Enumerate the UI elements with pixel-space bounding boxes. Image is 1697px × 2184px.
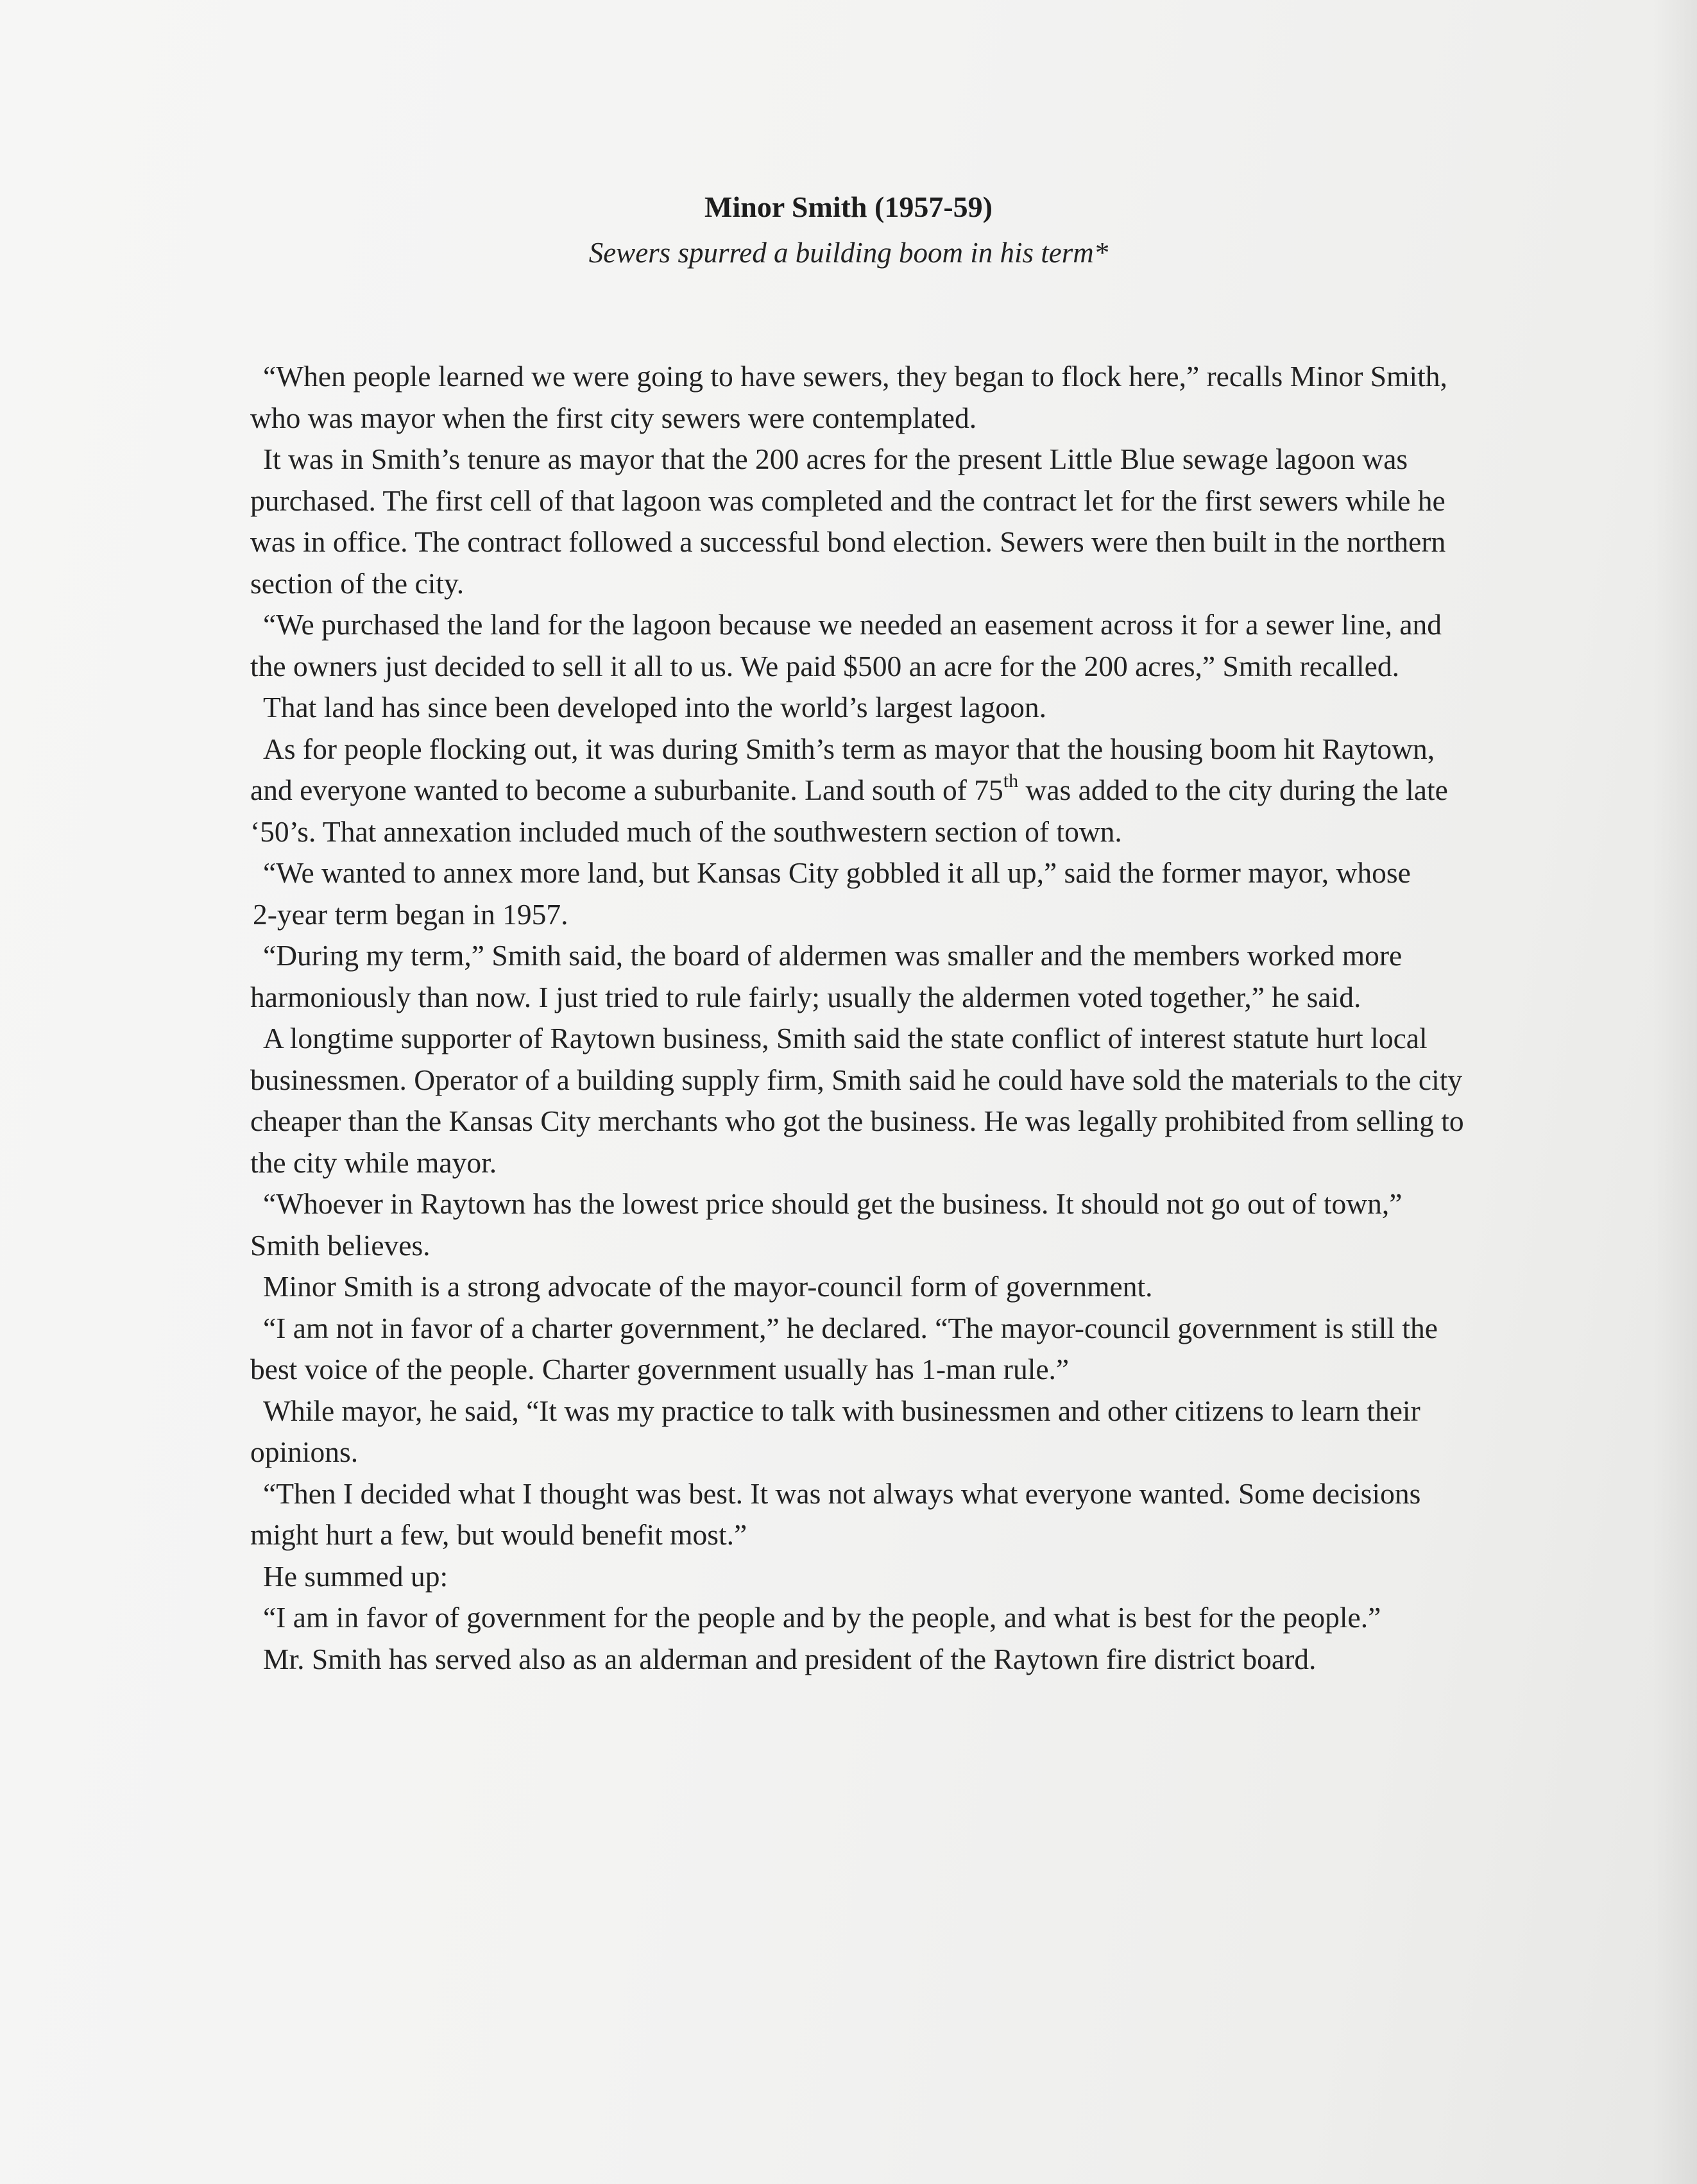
paragraph-2: It was in Smith’s tenure as mayor that the 200 acres for the present Little Blue sewage lagoon was purchased. The first cell of that lagoon was completed and the contract let for the first sewers while he was in office. The contract followed a successful bond election. Sewers were then built in the northern section of the city. — [250, 443, 1446, 600]
paragraph-3: “We purchased the land for the lagoon because we needed an easement across it for a sewer line, and the owners just decided to sell it all to us. We paid $500 an acre for the 200 acres,” Smith recalled. — [250, 608, 1442, 682]
paragraph-7: “During my term,” Smith said, the board of aldermen was smaller and the members worked more harmoniously than now. I just tried to rule fairly; usually the aldermen voted together,” he said. — [250, 939, 1403, 1013]
paragraph-9: “Whoever in Raytown has the lowest price should get the business. It should not go out of town,” Smith believes. — [250, 1187, 1403, 1262]
page-edge-shadow — [1652, 0, 1697, 2184]
paragraph-6-continued: 2-year term began in 1957. — [253, 897, 568, 931]
ordinal-superscript: th — [1003, 770, 1019, 791]
paragraph-12: While mayor, he said, “It was my practice to talk with businessmen and other citizens to learn their opinions. — [250, 1394, 1420, 1468]
document-title: Minor Smith (1957-59) — [704, 190, 993, 223]
paragraph-8: A longtime supporter of Raytown business, Smith said the state conflict of interest statute hurt local businessmen. Operator of a building supply firm, Smith said he could have sold the materials to the city cheaper than the Kansas City merchants who got the business. He was legally prohibited from selling to the city while mayor. — [250, 1022, 1464, 1179]
document-subtitle: Sewers spurred a building boom in his term* — [588, 237, 1109, 269]
paragraph-13: “Then I decided what I thought was best. It was not always what everyone wanted. Some decisions might hurt a few, but would benefit most.” — [250, 1477, 1421, 1551]
paragraph-16: Mr. Smith has served also as an alderman and president of the Raytown fire district board. — [263, 1642, 1317, 1675]
article-body — [250, 356, 1469, 1680]
paragraph-11: “I am not in favor of a charter government,” he declared. “The mayor-council government is still the best voice of the people. Charter government usually has 1-man rule.” — [250, 1311, 1438, 1385]
paragraph-5 — [250, 729, 1469, 853]
paragraph-4: That land has since been developed into the world’s largest lagoon. — [263, 691, 1047, 724]
paragraph-10: Minor Smith is a strong advocate of the mayor-council form of government. — [263, 1270, 1153, 1303]
paragraph-5-text-b: was added to the city during the late ‘50’s. That annexation included much of the southwestern section of town. — [250, 774, 1448, 848]
paragraph-1: “When people learned we were going to have sewers, they began to flock here,” recalls Minor Smith, who was mayor when the first city sewers were contemplated. — [250, 360, 1447, 434]
paragraph-15: “I am in favor of government for the people and by the people, and what is best for the people.” — [263, 1601, 1381, 1634]
paragraph-6: “We wanted to annex more land, but Kansas City gobbled it all up,” said the former mayor, whose — [263, 856, 1411, 889]
paragraph-5-text-a: As for people flocking out, it was during Smith’s term as mayor that the housing boom hit Raytown, and everyone wanted to become a suburbanite. Land south of 75 — [250, 732, 1435, 806]
paragraph-14: He summed up: — [263, 1559, 448, 1593]
